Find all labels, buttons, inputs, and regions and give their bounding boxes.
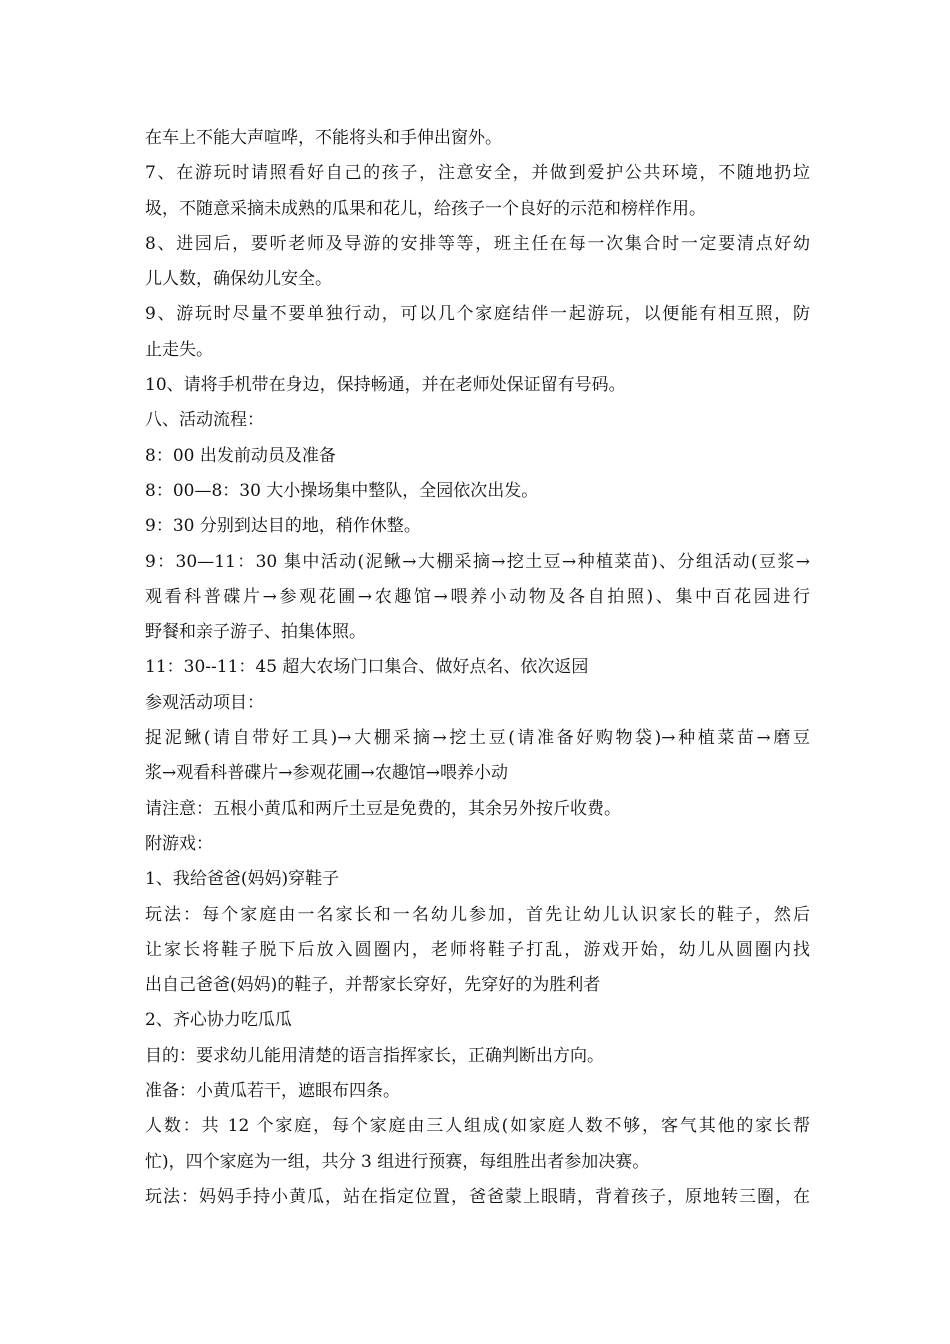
text-line: 11：30--11：45 超大农场门口集合、做好点名、依次返园 bbox=[145, 657, 589, 678]
text-line: 参观活动项目： bbox=[145, 692, 264, 713]
text-line: 止走失。 bbox=[145, 339, 213, 360]
text-line: 让家长将鞋子脱下后放入圆圈内，老师将鞋子打乱，游戏开始，幼儿从圆圈内找 bbox=[145, 939, 810, 960]
text-line: 忙)，四个家庭为一组，共分 3 组进行预赛，每组胜出者参加决赛。 bbox=[145, 1151, 650, 1172]
text-line: 野餐和亲子游子、拍集体照。 bbox=[145, 622, 366, 643]
text-line: 出自己爸爸(妈妈)的鞋子，并帮家长穿好，先穿好的为胜利者 bbox=[145, 975, 601, 996]
text-line: 请注意：五根小黄瓜和两斤土豆是免费的，其余另外按斤收费。 bbox=[145, 798, 621, 819]
text-line: 附游戏： bbox=[145, 833, 213, 854]
text-line: 玩法：每个家庭由一名家长和一名幼儿参加，首先让幼儿认识家长的鞋子，然后 bbox=[145, 904, 810, 925]
text-line: 玩法：妈妈手持小黄瓜，站在指定位置，爸爸蒙上眼睛，背着孩子，原地转三圈，在 bbox=[145, 1186, 810, 1207]
text-line: 儿人数，确保幼儿安全。 bbox=[145, 269, 332, 290]
text-line: 8、进园后，要听老师及导游的安排等等，班主任在每一次集合时一定要清点好幼 bbox=[145, 233, 810, 254]
text-line: 9：30 分别到达目的地，稍作休整。 bbox=[145, 516, 421, 537]
text-line: 在车上不能大声喧哗，不能将头和手伸出窗外。 bbox=[145, 128, 502, 148]
text-line: 2、齐心协力吃瓜瓜 bbox=[145, 1010, 292, 1031]
text-line: 八、活动流程： bbox=[145, 410, 264, 431]
text-line: 圾，不随意采摘未成熟的瓜果和花儿，给孩子一个良好的示范和榜样作用。 bbox=[145, 198, 706, 219]
text-line: 1、我给爸爸(妈妈)穿鞋子 bbox=[145, 869, 340, 890]
text-line: 目的：要求幼儿能用清楚的语言指挥家长，正确判断出方向。 bbox=[145, 1045, 604, 1066]
text-line: 8：00—8：30 大小操场集中整队，全园依次出发。 bbox=[145, 480, 539, 501]
text-line: 准备：小黄瓜若干，遮眼布四条。 bbox=[145, 1081, 400, 1102]
text-line: 浆→观看科普碟片→参观花圃→农趣馆→喂养小动 bbox=[145, 763, 508, 784]
text-line: 9、游玩时尽量不要单独行动，可以几个家庭结伴一起游玩，以便能有相互照，防 bbox=[145, 304, 810, 325]
document-page bbox=[145, 121, 810, 1215]
text-line: 8：00 出发前动员及准备 bbox=[145, 445, 336, 466]
text-line: 捉泥鳅(请自带好工具)→大棚采摘→挖土豆(请准备好购物袋)→种植菜苗→磨豆 bbox=[145, 728, 810, 749]
text-line: 9：30—11：30 集中活动(泥鳅→大棚采摘→挖土豆→种植菜苗)、分组活动(豆浆→ bbox=[145, 551, 810, 572]
text-line: 10、请将手机带在身边，保持畅通，并在老师处保证留有号码。 bbox=[145, 375, 626, 396]
text-line: 人数：共 12 个家庭，每个家庭由三人组成(如家庭人数不够，客气其他的家长帮 bbox=[145, 1116, 810, 1137]
text-line: 观看科普碟片→参观花圃→农趣馆→喂养小动物及各自拍照)、集中百花园进行 bbox=[145, 586, 810, 607]
text-line: 7、在游玩时请照看好自己的孩子，注意安全，并做到爱护公共环境，不随地扔垃 bbox=[145, 163, 810, 184]
